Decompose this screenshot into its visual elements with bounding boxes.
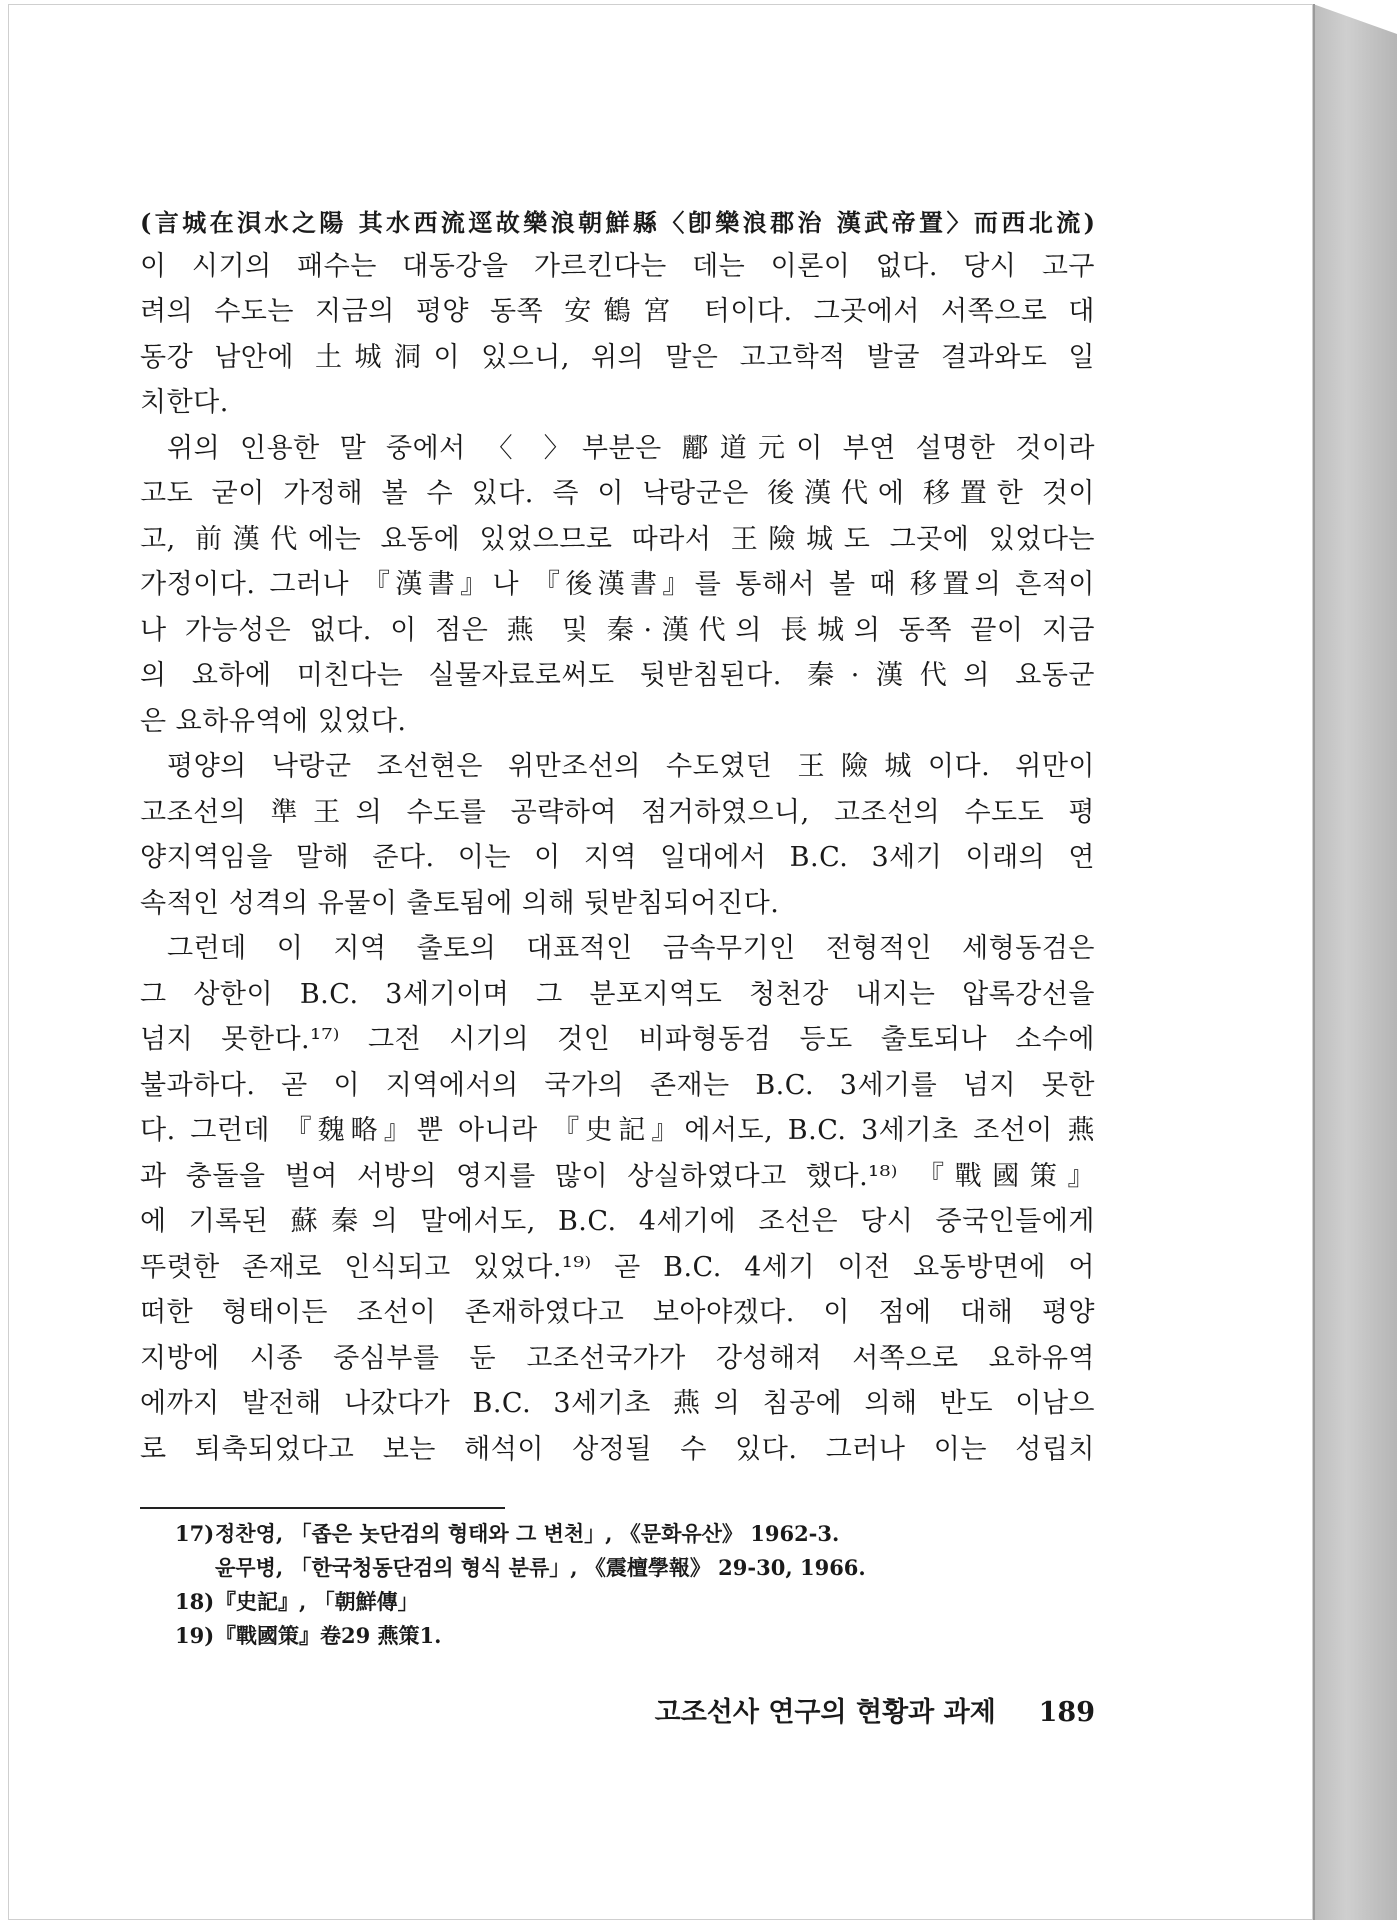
text-line-23: 에 기록된 蘇秦의 말에서도, B.C. 4세기에 조선은 당시 중국인들에게 xyxy=(140,1206,1095,1237)
footnote-text: 정찬영, 「좁은 놋단검의 형태와 그 변천」, 《문화유산》 1962-3. xyxy=(215,1521,840,1546)
page-number: 189 xyxy=(1038,1697,1095,1728)
text-line-6: 위의 인용한 말 중에서 〈 〉부분은 酈道元이 부연 설명한 것이라 xyxy=(167,432,1095,464)
text-line-22: 과 충돌을 벌여 서방의 영지를 많이 상실하였다고 했다.¹⁸⁾ 『戰國策』 xyxy=(140,1160,1095,1192)
text-line-20: 불과하다. 곧 이 지역에서의 국가의 존재는 B.C. 3세기를 넘지 못한 xyxy=(140,1069,1095,1101)
text-line-5: 치한다. xyxy=(140,387,229,418)
footnote-17-continued xyxy=(175,1551,995,1585)
footnote-number: 18) xyxy=(175,1589,215,1614)
text-line-13: 평양의 낙랑군 조선현은 위만조선의 수도였던 王險城이다. 위만이 xyxy=(167,751,1095,782)
footnote-text: 『史記』, 「朝鮮傳」 xyxy=(215,1589,419,1614)
footnote-number: 17) xyxy=(175,1521,215,1546)
text-line-7: 고도 굳이 가정해 볼 수 있다. 즉 이 낙랑군은 後漢代에 移置한 것이 xyxy=(140,478,1095,509)
text-line-18: 그 상한이 B.C. 3세기이며 그 분포지역도 청천강 내지는 압록강선을 xyxy=(140,978,1095,1010)
text-line-12: 은 요하유역에 있었다. xyxy=(140,705,407,737)
text-line-1: (言城在浿水之陽 其水西流逕故樂浪朝鮮縣〈卽樂浪郡治 漢武帝置〉而西北流) xyxy=(140,208,1095,237)
text-line-11: 의 요하에 미친다는 실물자료로써도 뒷받침된다. 秦·漢代의 요동군 xyxy=(140,660,1095,691)
text-line-8: 고, 前漢代에는 요동에 있었으므로 따라서 王險城도 그곳에 있었다는 xyxy=(140,523,1095,555)
footnote-text: 『戰國策』卷29 燕策1. xyxy=(215,1623,442,1648)
text-line-21: 다. 그런데 『魏略』뿐 아니라 『史記』에서도, B.C. 3세기초 조선이 燕 xyxy=(140,1115,1095,1146)
text-line-19: 넘지 못한다.¹⁷⁾ 그전 시기의 것인 비파형동검 등도 출토되나 소수에 xyxy=(140,1024,1095,1055)
text-line-15: 양지역임을 말해 준다. 이는 이 지역 일대에서 B.C. 3세기 이래의 연 xyxy=(140,842,1095,873)
footnote-number: 19) xyxy=(175,1623,215,1648)
text-line-3: 려의 수도는 지금의 평양 동쪽 安鶴宮 터이다. 그곳에서 서쪽으로 대 xyxy=(140,296,1095,327)
text-line-14: 고조선의 準王의 수도를 공략하여 점거하였으니, 고조선의 수도도 평 xyxy=(140,796,1095,828)
text-line-9: 가정이다. 그러나 『漢書』나 『後漢書』를 통해서 볼 때 移置의 흔적이 xyxy=(140,569,1095,600)
footnote-17 xyxy=(175,1517,995,1551)
text-line-16: 속적인 성격의 유물이 출토됨에 의해 뒷받침되어진다. xyxy=(140,887,780,919)
page-edge-line xyxy=(1313,4,1315,1920)
text-line-28: 로 퇴축되었다고 보는 해석이 상정될 수 있다. 그러나 이는 성립치 xyxy=(140,1433,1095,1465)
footnote-19 xyxy=(175,1619,995,1653)
text-line-24: 뚜렷한 존재로 인식되고 있었다.¹⁹⁾ 곧 B.C. 4세기 이전 요동방면에 어 xyxy=(140,1251,1095,1283)
footnote-rule xyxy=(140,1507,505,1509)
running-title: 고조선사 연구의 현황과 과제 xyxy=(654,1697,996,1728)
footnote-18 xyxy=(175,1585,995,1619)
text-line-17: 그런데 이 지역 출토의 대표적인 금속무기인 전형적인 세형동검은 xyxy=(167,933,1095,964)
page-edge xyxy=(1313,4,1397,1920)
text-line-27: 에까지 발전해 나갔다가 B.C. 3세기초 燕의 침공에 의해 반도 이남으 xyxy=(140,1388,1095,1419)
running-footer xyxy=(640,1690,1095,1729)
body-text xyxy=(140,200,1095,1472)
text-line-26: 지방에 시종 중심부를 둔 고조선국가가 강성해져 서쪽으로 요하유역 xyxy=(140,1342,1095,1374)
text-line-10: 나 가능성은 없다. 이 점은 燕 및 秦·漢代의 長城의 동쪽 끝이 지금 xyxy=(140,614,1095,646)
text-line-2: 이 시기의 패수는 대동강을 가르킨다는 데는 이론이 없다. 당시 고구 xyxy=(140,250,1095,282)
footnotes xyxy=(175,1517,995,1653)
text-line-25: 떠한 형태이든 조선이 존재하였다고 보아야겠다. 이 점에 대해 평양 xyxy=(140,1297,1095,1328)
text-line-4: 동강 남안에 土城洞이 있으니, 위의 말은 고고학적 발굴 결과와도 일 xyxy=(140,341,1095,373)
footnote-text: 윤무병, 「한국청동단검의 형식 분류」, 《震檀學報》 29-30, 1966. xyxy=(215,1555,866,1580)
